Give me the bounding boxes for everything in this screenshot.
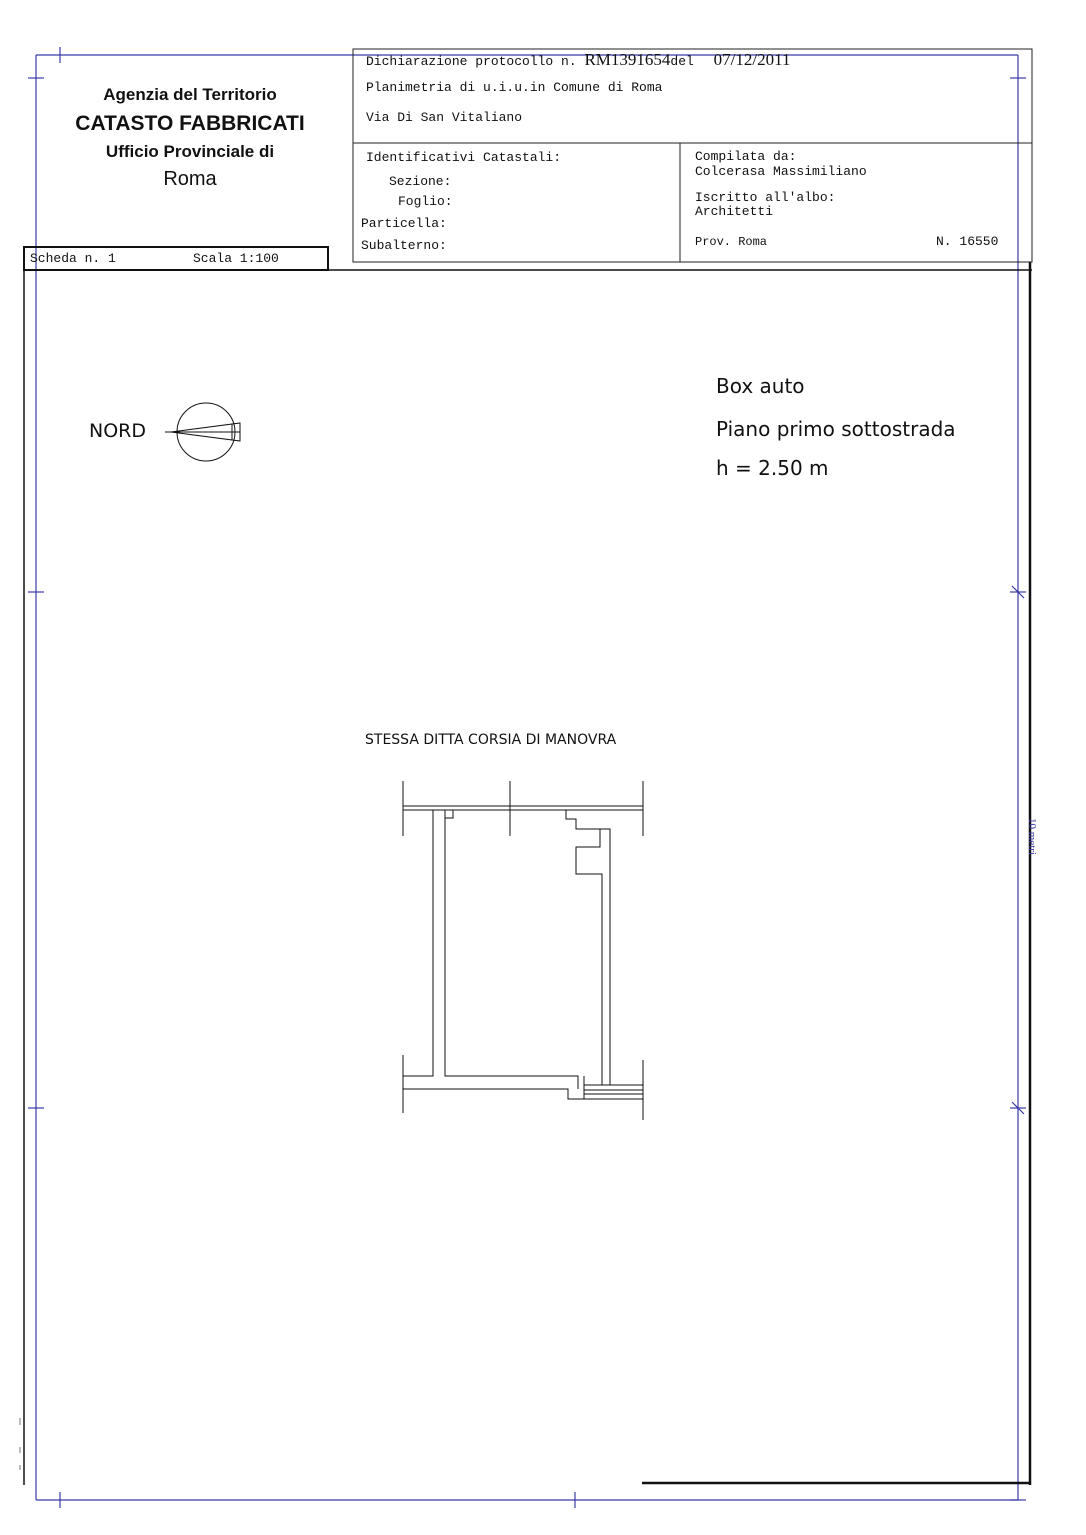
declaration-date: 07/12/2011 (713, 50, 791, 69)
foglio-label: Foglio: (398, 194, 453, 209)
city-name: Roma (163, 168, 217, 190)
ceiling-height: h = 2.50 m (716, 456, 829, 480)
unit-type: Box auto (716, 374, 805, 398)
registered-label: Iscritto all'albo: (695, 190, 836, 205)
compiled-by: Colcerasa Massimiliano (695, 164, 867, 179)
north-arrow-icon (165, 403, 240, 461)
floor-level: Piano primo sottostrada (716, 417, 956, 441)
registration-number: N. 16550 (936, 234, 999, 249)
scale-bar-label: 10 metri (1026, 818, 1038, 855)
drawing-area-border (24, 262, 1032, 1485)
registered: Architetti (695, 204, 774, 219)
provincial-office: Ufficio Provinciale di (105, 142, 275, 161)
declaration-line (366, 50, 790, 70)
floor-plan (403, 781, 643, 1120)
plan-label: Planimetria di u.i.u.in Comune di Roma (366, 80, 663, 95)
scale: Scala 1:100 (193, 251, 279, 266)
province: Prov. Roma (695, 235, 768, 249)
scheda-number: Scheda n. 1 (30, 251, 116, 266)
compiled-by-label: Compilata da: (695, 149, 797, 164)
address: Via Di San Vitaliano (366, 110, 523, 125)
adjacent-area-label: STESSA DITTA CORSIA DI MANOVRA (365, 732, 617, 748)
agency-name: Agenzia del Territorio (103, 85, 277, 104)
declaration-label: Dichiarazione protocollo n. (366, 54, 577, 69)
north-label: NORD (89, 420, 146, 442)
office-name: CATASTO FABBRICATI (75, 112, 305, 135)
protocol-number: RM1391654 (584, 50, 671, 69)
sezione-label: Sezione: (389, 174, 452, 189)
date-label: del (670, 54, 694, 69)
subalterno-label: Subalterno: (361, 238, 447, 253)
outer-frame (28, 47, 1026, 1508)
identifiers-label: Identificativi Catastali: (366, 150, 562, 165)
particella-label: Particella: (361, 216, 447, 231)
